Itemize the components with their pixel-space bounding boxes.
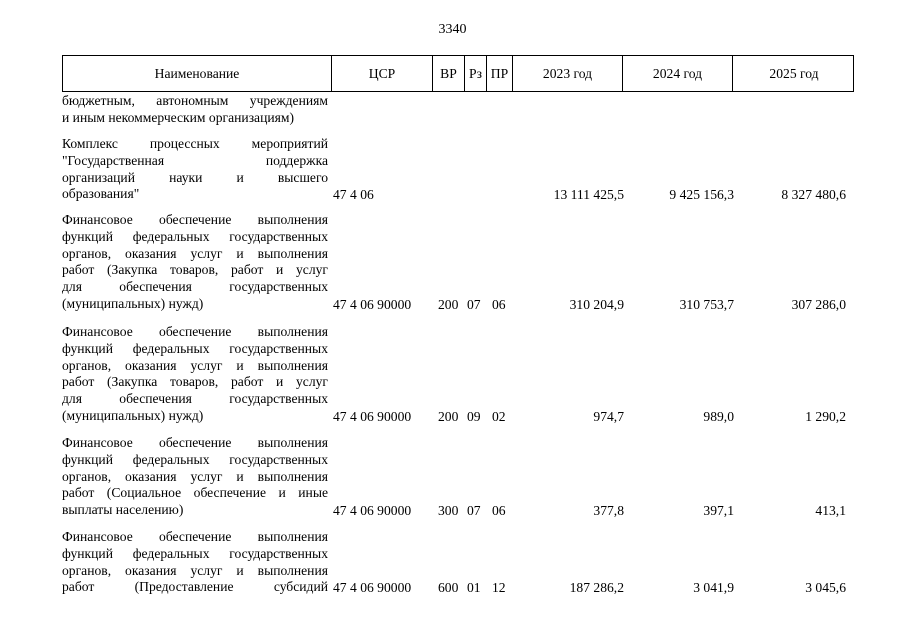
value-2023: 13 111 425,5 xyxy=(553,187,624,203)
value-2023: 377,8 xyxy=(593,503,624,519)
value-2023: 310 204,9 xyxy=(569,297,624,313)
name-line: функций федеральных государственных xyxy=(62,545,328,561)
header-name: Наименование xyxy=(63,56,332,91)
name-line: Финансовое обеспечение выполнения xyxy=(62,212,328,227)
name-line: работ (Закупка товаров, работ и услуг xyxy=(62,374,328,390)
rz-value: 07 xyxy=(467,297,481,313)
value-2025: 8 327 480,6 xyxy=(781,187,846,203)
header-pr: ПР xyxy=(487,56,513,91)
csr-value: 47 4 06 xyxy=(333,187,374,203)
name-line: Финансовое обеспечение выполнения xyxy=(62,529,328,544)
name-line: функций федеральных государственных xyxy=(62,228,328,244)
vr-value: 300 xyxy=(438,503,459,519)
csr-value: 47 4 06 90000 xyxy=(333,503,412,519)
value-2024: 9 425 156,3 xyxy=(669,187,734,203)
name-line: органов, оказания услуг и выполнения xyxy=(62,562,328,578)
rz-value: 07 xyxy=(467,503,481,519)
name-line: и иным некоммерческим организациям) xyxy=(62,109,295,125)
header-2025: 2025 год xyxy=(769,65,819,81)
name-line: организаций науки и высшего xyxy=(62,169,328,185)
name-line: выплаты населению) xyxy=(62,502,184,518)
name-line: работ (Предоставление субсидий xyxy=(62,579,328,595)
row-name xyxy=(62,136,328,203)
vr-value: 600 xyxy=(438,580,459,596)
table-header xyxy=(62,55,854,92)
pr-value: 06 xyxy=(492,297,506,313)
name-line: органов, оказания услуг и выполнения xyxy=(62,357,328,373)
page-number: 3340 xyxy=(438,22,467,37)
name-line: "Государственная поддержка xyxy=(62,152,328,168)
value-2023: 974,7 xyxy=(593,409,624,425)
table-row xyxy=(62,93,854,127)
row-name xyxy=(62,93,328,127)
name-line: органов, оказания услуг и выполнения xyxy=(62,245,328,261)
header-csr: ЦСР xyxy=(332,56,433,91)
name-line: функций федеральных государственных xyxy=(62,340,328,356)
table-row xyxy=(62,212,854,314)
value-2025: 3 045,6 xyxy=(805,580,846,596)
name-line: работ (Закупка товаров, работ и услуг xyxy=(62,262,328,278)
row-name xyxy=(62,324,328,425)
value-2024: 310 753,7 xyxy=(679,297,734,313)
name-line: для обеспечения государственных xyxy=(62,391,328,407)
row-name xyxy=(62,212,328,313)
name-line: (муниципальных) нужд) xyxy=(62,295,204,311)
value-2024: 397,1 xyxy=(703,503,734,519)
pr-value: 12 xyxy=(492,580,506,596)
name-line: функций федеральных государственных xyxy=(62,451,328,467)
name-line: для обеспечения государственных xyxy=(62,279,328,295)
row-name xyxy=(62,529,328,596)
table-row xyxy=(62,529,854,597)
name-line: (муниципальных) нужд) xyxy=(62,407,204,423)
table-row xyxy=(62,324,854,426)
vr-value: 200 xyxy=(438,297,459,313)
name-line: работ (Социальное обеспечение и иные xyxy=(62,485,328,501)
rz-value: 01 xyxy=(467,580,481,596)
name-line: образования" xyxy=(62,186,140,202)
value-2025: 413,1 xyxy=(815,503,846,519)
vr-value: 200 xyxy=(438,409,459,425)
csr-value: 47 4 06 90000 xyxy=(333,297,412,313)
value-2025: 307 286,0 xyxy=(791,297,846,313)
rz-value: 09 xyxy=(467,409,481,425)
value-2024: 3 041,9 xyxy=(693,580,734,596)
name-line: бюджетным, автономным учреждениям xyxy=(62,93,328,108)
name-line: Финансовое обеспечение выполнения xyxy=(62,324,328,339)
header-2023: 2023 год xyxy=(513,56,623,91)
value-2024: 989,0 xyxy=(703,409,734,425)
name-line: Финансовое обеспечение выполнения xyxy=(62,435,328,450)
pr-value: 02 xyxy=(492,409,506,425)
header-rz: Рз xyxy=(465,56,487,91)
name-line: Комплекс процессных мероприятий xyxy=(62,136,328,151)
header-2024: 2024 год xyxy=(623,56,733,91)
name-line: органов, оказания услуг и выполнения xyxy=(62,468,328,484)
row-name xyxy=(62,435,328,519)
csr-value: 47 4 06 90000 xyxy=(333,580,412,596)
pr-value: 06 xyxy=(492,503,506,519)
table-row xyxy=(62,136,854,204)
value-2025: 1 290,2 xyxy=(805,409,846,425)
table-row xyxy=(62,435,854,520)
header-vr: ВР xyxy=(433,56,465,91)
csr-value: 47 4 06 90000 xyxy=(333,409,412,425)
value-2023: 187 286,2 xyxy=(569,580,624,596)
